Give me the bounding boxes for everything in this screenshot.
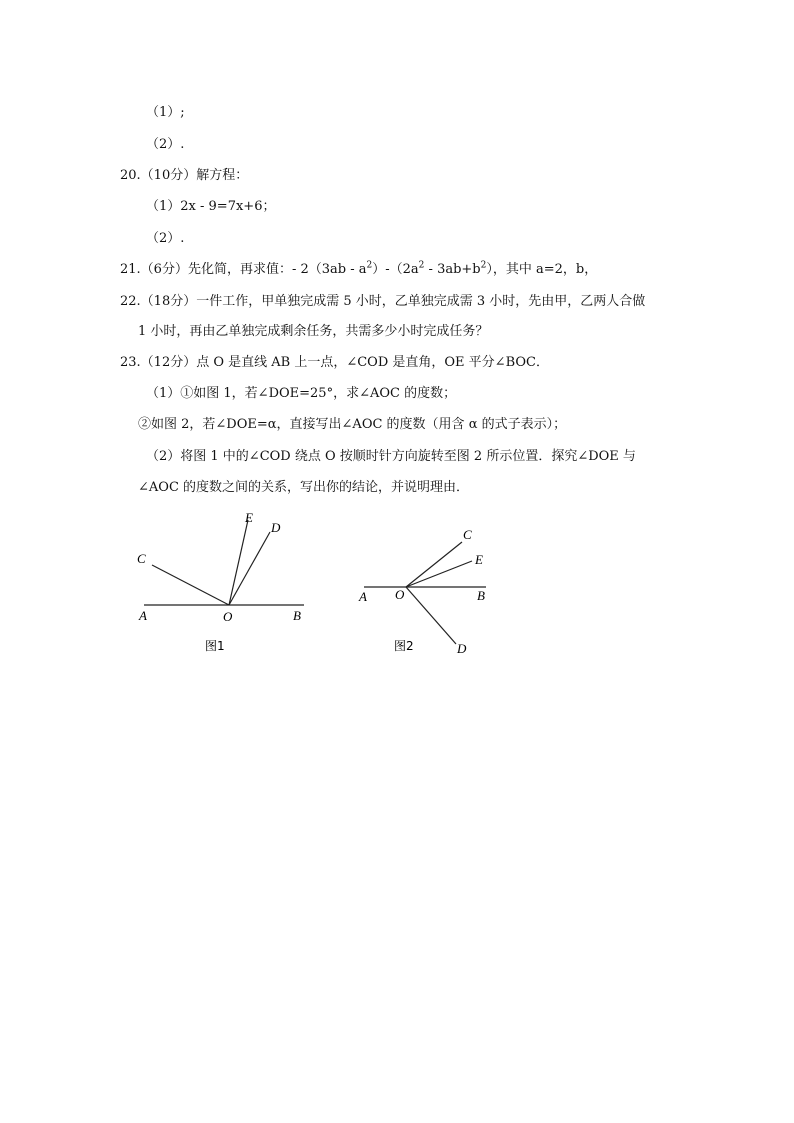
q23-line1: 23.（12分）点 O 是直线 AB 上一点，∠COD 是直角，OE 平分∠BOC． [120, 355, 549, 370]
q21-exp-b: 2 [418, 260, 425, 271]
fig1-ray-od [229, 532, 270, 605]
fig2-label-c: C [463, 527, 472, 542]
q21-exp-c: 2 [480, 260, 487, 271]
fig1-label-o: O [223, 609, 233, 624]
figure-1 [130, 505, 320, 660]
fig1-caption: 图1 [205, 639, 225, 653]
q22-line1: 22.（18分）一件工作，甲单独完成需 5 小时，乙单独完成需 3 小时，先由甲，乙两人合做 [120, 294, 646, 309]
q22-line2: 1 小时，再由乙单独完成剩余任务，共需多少小时完成任务？ [138, 324, 489, 339]
q21-exp-a: 2 [366, 260, 373, 271]
q21-heading: 21.（6分）先化简，再求值： [120, 262, 292, 277]
figure-2 [352, 520, 512, 662]
fig2-label-e: E [475, 552, 483, 567]
q23-part1b: ②如图 2，若∠DOE=α，直接写出∠AOC 的度数（用含 α 的式子表示）； [138, 417, 567, 432]
fig2-caption: 图2 [394, 639, 414, 653]
q21-expr-c: - 3ab+b [424, 262, 481, 277]
fig2-label-o: O [395, 587, 405, 602]
q20-part1 [146, 198, 275, 216]
q23-part1: （1）①如图 1，若∠DOE=25°，求∠AOC 的度数； [146, 386, 457, 401]
q19-part2: （2）. [146, 137, 185, 152]
fig1-label-a: A [139, 608, 147, 623]
q20-part1-equation: 2x - 9=7x+6； [180, 199, 276, 214]
q20-part2: （2）. [146, 231, 185, 246]
fig2-ray-oe [406, 561, 472, 587]
fig2-ray-oc [406, 542, 462, 587]
fig1-ray-oc [152, 565, 229, 605]
q21-expr-d: ），其中 a=2，b， [486, 262, 598, 277]
fig2-label-b: B [477, 588, 485, 603]
q21-text [120, 261, 597, 279]
q21-expr-a: - 2（3ab - a [291, 262, 367, 277]
fig2-ray-od [406, 587, 456, 644]
fig1-label-c: C [137, 551, 146, 566]
q20-heading: 20.（10分）解方程： [120, 168, 249, 183]
fig1-label-d: D [271, 520, 281, 535]
fig1-label-e: E [245, 510, 253, 525]
fig1-ray-oe [229, 520, 248, 605]
q23-part2-line1: （2）将图 1 中的∠COD 绕点 O 按顺时针方向旋转至图 2 所示位置．探究∠DOE 与 [146, 449, 636, 464]
q23-part2-line2: ∠AOC 的度数之间的关系，写出你的结论，并说明理由． [138, 480, 470, 495]
q21-expr-b: ）-（2a [372, 262, 419, 277]
q20-part1-prefix: （1） [146, 199, 181, 214]
fig2-label-a: A [359, 589, 367, 604]
q19-part1: （1）; [146, 105, 185, 120]
fig2-label-d: D [457, 641, 467, 656]
fig1-label-b: B [293, 608, 301, 623]
